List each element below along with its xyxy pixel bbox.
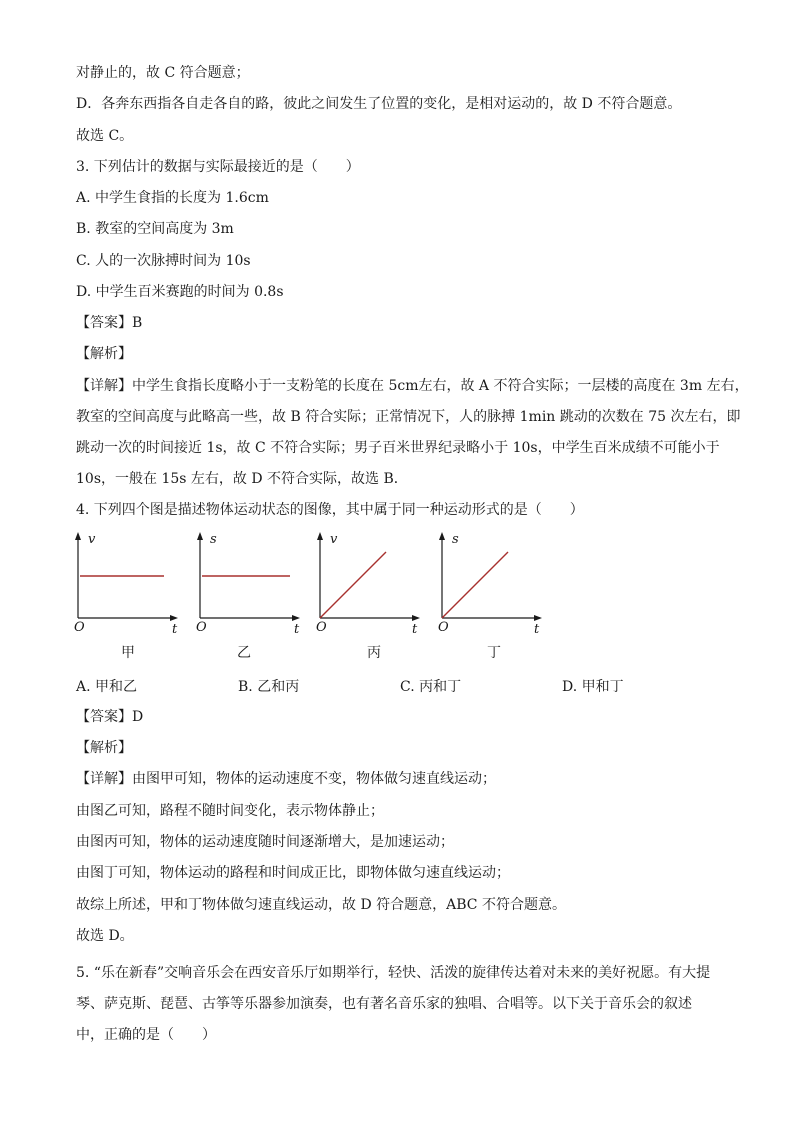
graph-ding-name: 丁	[487, 645, 501, 661]
answer-choice-c: 故选 C。	[76, 128, 134, 144]
q3-detail-line-3: 跳动一次的时间接近 1s，故 C 不符合实际；男子百米世界纪录略小于 10s，中学生百米成绩不可能小于	[76, 440, 720, 456]
question-5-stem: 5. “乐在新春”交响音乐会在西安音乐厅如期举行，轻快、活泼的旋律传达着对未来的美好祝愿。有大提琴、萨克斯、琵琶、古筝等乐器参加演奏，也有著名音乐家的独唱、合唱等。以下关于音乐会的叙述中，正确的是（ ）	[76, 965, 711, 1043]
q4-detail-line-5: 故综上所述，甲和丁物体做匀速直线运动，故 D 符合题意，ABC 不符合题意。	[76, 897, 566, 913]
graph-bing-name: 丙	[367, 645, 381, 661]
question-3-stem: 3. 下列估计的数据与实际最接近的是（ ）	[76, 159, 360, 175]
q4-option-b: B. 乙和丙	[238, 679, 300, 695]
q4-detail-line-3: 由图丙可知，物体的运动速度随时间逐渐增大，是加速运动；	[76, 834, 454, 850]
q4-detail-line-1: 【详解】由图甲可知，物体的运动速度不变，物体做匀速直线运动；	[76, 771, 496, 787]
graph-jia-name: 甲	[121, 645, 135, 661]
graph-yi	[192, 530, 302, 670]
graph-ding-y-label: s	[452, 532, 459, 547]
q4-conclusion: 故选 D。	[76, 928, 134, 944]
graph-bing-x-label: t	[412, 622, 418, 637]
graph-ding-plot	[434, 530, 544, 630]
q4-analysis-heading: 【解析】	[76, 740, 132, 756]
q3-option-b: B. 教室的空间高度为 3m	[76, 221, 234, 237]
q3-answer: 【答案】B	[76, 315, 143, 331]
graph-ding-x-label: t	[534, 622, 540, 637]
q4-detail-line-2: 由图乙可知，路程不随时间变化，表示物体静止；	[76, 803, 384, 819]
q3-option-a: A. 中学生食指的长度为 1.6cm	[76, 190, 269, 206]
text-line-1: 对静止的，故 C 符合题意；	[76, 65, 250, 81]
q3-detail-line-2: 教室的空间高度与此略高一些，故 B 符合实际；正常情况下，人的脉搏 1min 跳动的次数在 75 次左右，即	[76, 409, 741, 425]
graph-jia-plot	[70, 530, 180, 630]
graph-jia	[70, 530, 180, 670]
graph-bing-y-label: v	[330, 532, 338, 547]
question-4-stem: 4. 下列四个图是描述物体运动状态的图像，其中属于同一种运动形式的是（ ）	[76, 502, 584, 518]
graph-jia-origin: O	[74, 620, 85, 635]
graph-yi-x-label: t	[294, 622, 300, 637]
graph-ding-origin: O	[438, 620, 449, 635]
q4-detail-line-4: 由图丁可知，物体运动的路程和时间成正比，即物体做匀速直线运动；	[76, 865, 510, 881]
q4-answer: 【答案】D	[76, 709, 144, 725]
graph-yi-name: 乙	[237, 645, 251, 661]
graph-jia-x-label: t	[172, 622, 178, 637]
option-d-explanation: D．各奔东西指各自走各自的路，彼此之间发生了位置的变化，是相对运动的，故 D 不符合题意。	[76, 96, 682, 112]
graph-jia-y-label: v	[88, 532, 96, 547]
q3-option-d: D. 中学生百米赛跑的时间为 0.8s	[76, 284, 284, 300]
graph-ding	[434, 530, 544, 670]
graph-bing	[312, 530, 422, 670]
graph-bing-plot	[312, 530, 422, 630]
q3-analysis-heading: 【解析】	[76, 346, 132, 362]
q4-option-d: D. 甲和丁	[562, 679, 624, 695]
q3-detail-line-1: 【详解】中学生食指长度略小于一支粉笔的长度在 5cm左右，故 A 不符合实际；一层楼的高度在 3m 左右，	[76, 378, 749, 394]
graph-yi-plot	[192, 530, 302, 630]
q4-option-c: C. 丙和丁	[400, 679, 462, 695]
q3-option-c: C. 人的一次脉搏时间为 10s	[76, 253, 251, 269]
q4-option-a: A. 甲和乙	[76, 679, 138, 695]
q3-detail-line-4: 10s，一般在 15s 左右，故 D 不符合实际，故选 B．	[76, 471, 408, 487]
graph-bing-origin: O	[316, 620, 327, 635]
graph-yi-origin: O	[196, 620, 207, 635]
motion-graphs	[70, 530, 630, 670]
graph-yi-y-label: s	[210, 532, 217, 547]
